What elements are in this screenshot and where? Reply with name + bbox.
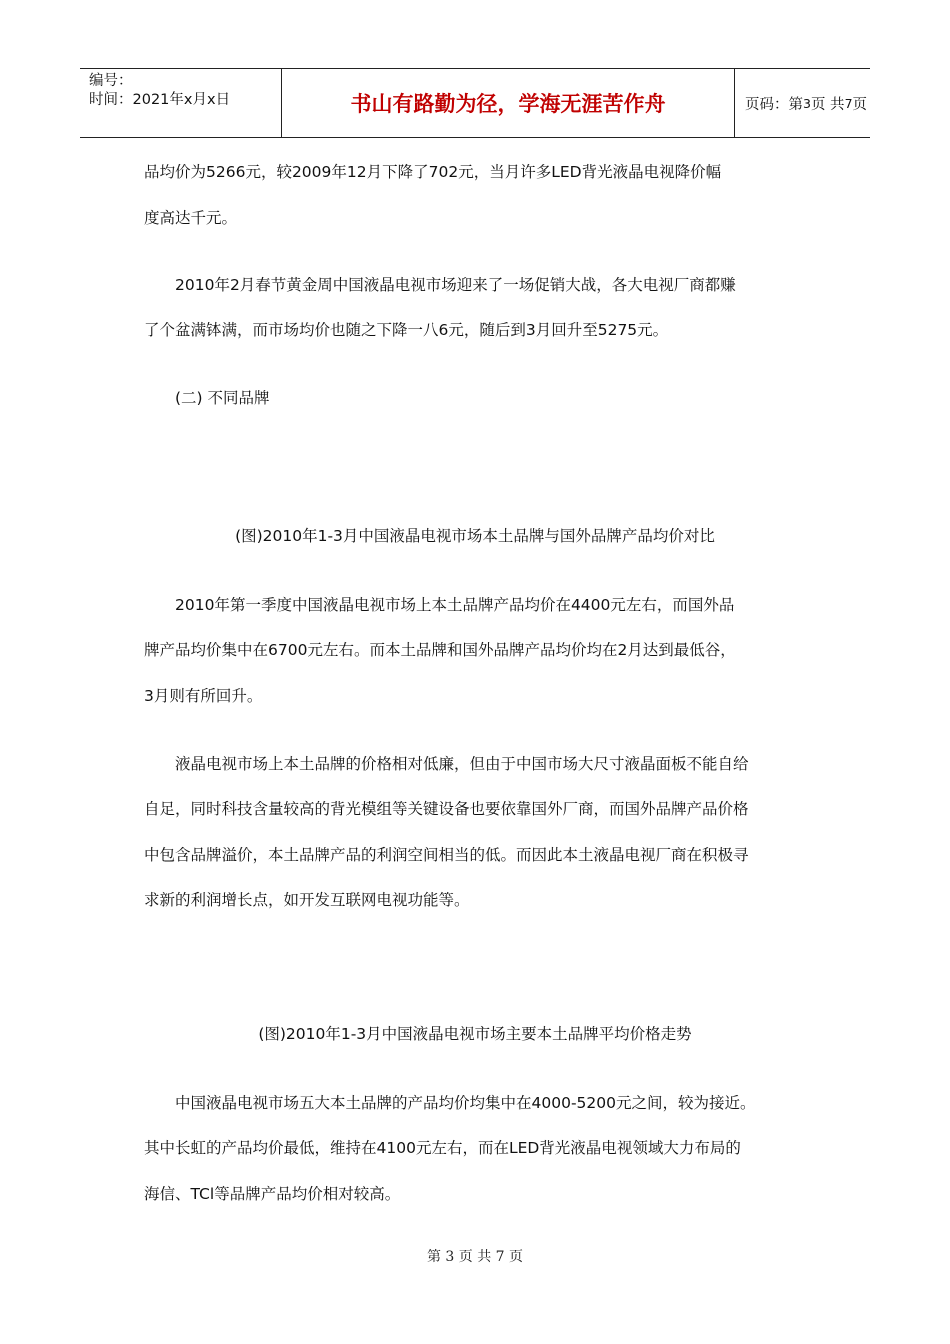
paragraph-line: 2010年2月春节黄金周中国液晶电视市场迎来了一场促销大战，各大电视厂商都赚 (144, 276, 736, 294)
header-motto (281, 69, 735, 137)
page-header (80, 68, 870, 138)
paragraph-line: 其中长虹的产品均价最低，维持在4100元左右，而在LED背光液晶电视领域大力布局的 (144, 1139, 741, 1157)
figure-caption: (图)2010年1-3月中国液晶电视市场本土品牌与国外品牌产品均价对比 (235, 527, 715, 545)
paragraph-line: 牌产品均价集中在6700元左右。而本土品牌和国外品牌产品均价均在2月达到最低谷， (144, 641, 736, 659)
paragraph-line: 海信、TCl等品牌产品均价相对较高。 (144, 1185, 401, 1203)
page-footer: 第 3 页 共 7 页 (426, 1249, 524, 1265)
motto-text: 书山有路勤为径，学海无涯苦作舟 (350, 92, 666, 116)
page-suffix: 页 (852, 96, 868, 113)
paragraph-line: 品均价为5266元，较2009年12月下降了702元，当月许多LED背光液晶电视降价幅 (144, 163, 722, 181)
section-heading: (二) 不同品牌 (144, 389, 270, 407)
code-label: 编号： (89, 73, 133, 89)
page-total: 7 (844, 95, 853, 111)
figure-caption: (图)2010年1-3月中国液晶电视市场主要本土品牌平均价格走势 (258, 1025, 692, 1043)
paragraph-line: 了个盆满钵满，而市场均价也随之下降一八6元，随后到3月回升至5275元。 (144, 321, 669, 339)
paragraph-line: 中国液晶电视市场五大本土品牌的产品均价均集中在4000-5200元之间，较为接近。 (144, 1094, 756, 1112)
page-mid: 页 共 (810, 96, 845, 113)
page-prefix: 页码：第 (745, 96, 803, 113)
paragraph-line: 3月则有所回升。 (144, 687, 263, 705)
paragraph-line: 度高达千元。 (144, 209, 238, 227)
paragraph-line: 液晶电视市场上本土品牌的价格相对低廉，但由于中国市场大尺寸液晶面板不能自给 (144, 755, 749, 773)
paragraph-line: 2010年第一季度中国液晶电视市场上本土品牌产品均价在4400元左右，而国外品 (144, 596, 735, 614)
paragraph-line: 中包含品牌溢价，本土品牌产品的利润空间相当的低。而因此本土液晶电视厂商在积极寻 (144, 846, 749, 864)
paragraph-line: 自足，同时科技含量较高的背光模组等关键设备也要依靠国外厂商，而国外品牌产品价格 (144, 800, 749, 818)
paragraph-line: 求新的利润增长点，如开发互联网电视功能等。 (144, 891, 470, 909)
page-number: 3 (803, 95, 811, 111)
header-page-info (735, 69, 870, 137)
header-meta (80, 69, 281, 137)
date-label: 时间：2021年x月x日 (89, 92, 231, 108)
